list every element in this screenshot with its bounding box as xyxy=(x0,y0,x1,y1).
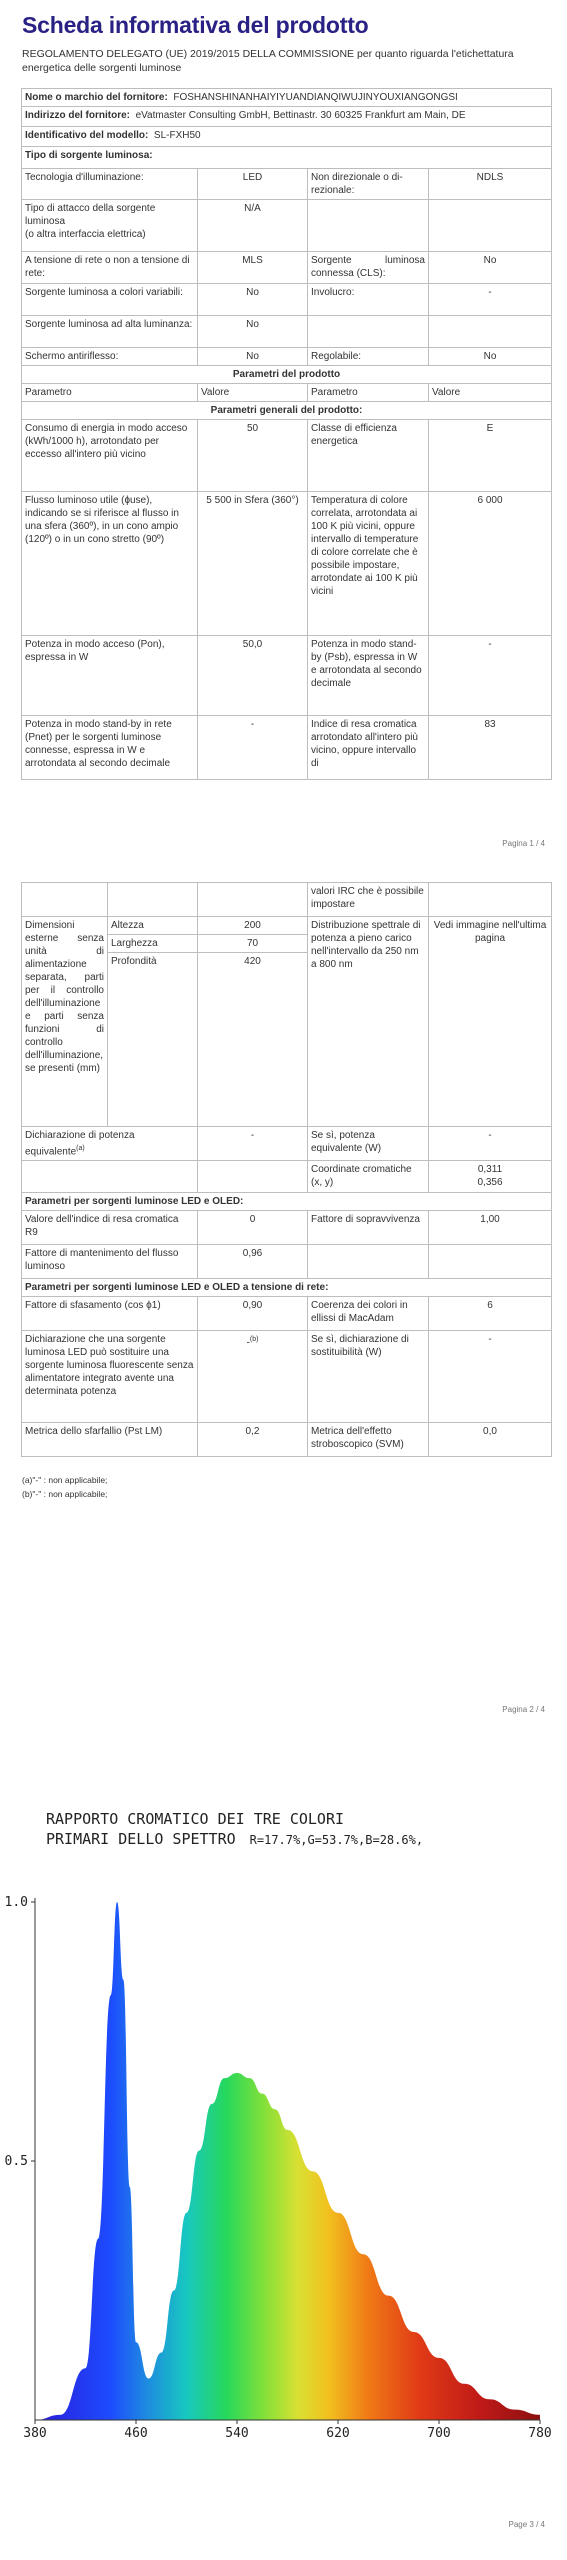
tech-value: LED xyxy=(198,169,308,200)
depth-label: Profondità xyxy=(108,953,198,1127)
x-tick-label: 540 xyxy=(225,2426,249,2441)
tech-label: Tecnologia d'illuminazione: xyxy=(22,169,198,200)
envelope-label: Involucro: xyxy=(308,284,429,316)
cap-label: Tipo di attacco della sorgente luminosa xyxy=(25,203,156,227)
x-tick-label: 620 xyxy=(326,2426,350,2441)
nondir-value: NDLS xyxy=(429,169,552,200)
replace-value: - xyxy=(246,1337,250,1349)
colour-value: No xyxy=(198,284,308,316)
cri-label-cont: valori IRC che è possibile impostare xyxy=(308,883,429,917)
dimensions-label: Dimensioni esterne senza unità di alimentazione separata, parti per il controllo dell'illuminazione e parti senza funzioni di controllo dell'illuminazione, se presenti (mm) xyxy=(22,917,108,1127)
note-b: (b)"-" : non applicabile; xyxy=(22,1489,108,1499)
glare-value: No xyxy=(198,348,308,366)
cls-value: No xyxy=(429,252,552,284)
standby-value: - xyxy=(429,636,552,716)
svm-value: 0,0 xyxy=(429,1423,552,1457)
dimmable-value: No xyxy=(429,348,552,366)
spectrum-chart xyxy=(0,1820,567,2460)
model-label: Identificativo del modello: xyxy=(25,130,149,141)
eq-power-label: Dichiarazione di potenza equivalente xyxy=(25,1130,135,1158)
cri-value: 83 xyxy=(429,716,552,780)
x-tick-label: 780 xyxy=(528,2426,552,2441)
general-params-header: Parametri generali del prodotto: xyxy=(22,402,552,420)
nondir-label: Non direzionale o di-rezionale: xyxy=(308,169,429,200)
replace-yes-value: - xyxy=(429,1331,552,1423)
pf-value: 0,90 xyxy=(198,1297,308,1331)
flicker-value: 0,2 xyxy=(198,1423,308,1457)
mains-value: MLS xyxy=(198,252,308,284)
flux-value: 5 500 in Sfera (360°) xyxy=(198,492,308,636)
col-param-1: Parametro xyxy=(22,384,198,402)
replace-label: Dichiarazione che una sorgente luminosa LED può sostituire una sorgente luminosa fluorescente senza alimentatore integrato avente una determinata potenza xyxy=(22,1331,198,1423)
depth-value: 420 xyxy=(198,953,308,1127)
high-lum-value: No xyxy=(198,316,308,348)
height-label: Altezza xyxy=(108,917,198,935)
power-label: Potenza in modo acceso (Pon), espressa in W xyxy=(22,636,198,716)
eq-power-sup: (a) xyxy=(76,1145,85,1152)
cap-value: N/A xyxy=(198,200,308,252)
col-value-1: Valore xyxy=(198,384,308,402)
chroma-y: 0,356 xyxy=(477,1177,503,1189)
chart-ratio-text: R=17.7%,G=53.7%,B=28.6%, xyxy=(249,1833,424,1847)
dimmable-label: Regolabile: xyxy=(308,348,429,366)
cap-label-2: (o altra interfaccia elettrica) xyxy=(25,229,146,240)
chart-title: RAPPORTO CROMATICO DEI TRE COLORI xyxy=(46,1810,345,1828)
standby-label: Potenza in modo stand-by (Psb), espressa in W e arrotondata al secondo decimale xyxy=(308,636,429,716)
cri-label: Indice di resa cromatica arrotondato all'intero più vicino, oppure intervallo di xyxy=(308,716,429,780)
envelope-value: - xyxy=(429,284,552,316)
chroma-x: 0,311 xyxy=(477,1164,503,1176)
supplier-table xyxy=(21,88,552,780)
eq-power-value: - xyxy=(198,1127,308,1161)
y-tick-label: 0.5 xyxy=(4,2154,28,2169)
replace-yes-label: Se sì, dichiarazione di sostituibilità (W) xyxy=(308,1331,429,1423)
r9-value: 0 xyxy=(198,1211,308,1245)
survival-value: 1,00 xyxy=(429,1211,552,1245)
cls-label: Sorgente luminosa connessa (CLS): xyxy=(308,252,429,284)
height-value: 200 xyxy=(198,917,308,935)
colour-label: Sorgente luminosa a colori variabili: xyxy=(22,284,198,316)
mains-label: A tensione di rete o non a tensione di rete: xyxy=(22,252,198,284)
eq-yes-value: - xyxy=(429,1127,552,1161)
chroma-label: Coordinate cromatiche (x, y) xyxy=(308,1161,429,1193)
params-table-continued xyxy=(21,882,552,1457)
cct-label: Temperatura di colore correlata, arrotondata ai 100 K più vicini, oppure intervallo di temperature di colore correlate che è possibile impostare, arrotondate ai 100 K più vicini xyxy=(308,492,429,636)
supplier-address-label: Indirizzo del fornitore: xyxy=(25,110,130,121)
macadam-label: Coerenza dei colori in ellissi di MacAdam xyxy=(308,1297,429,1331)
x-tick-label: 380 xyxy=(23,2426,47,2441)
source-type-label: Tipo di sorgente luminosa: xyxy=(22,147,552,169)
led-params-header: Parametri per sorgenti luminose LED e OLED: xyxy=(22,1193,552,1211)
svm-label: Metrica dell'effetto stroboscopico (SVM) xyxy=(308,1423,429,1457)
x-tick-label: 460 xyxy=(124,2426,148,2441)
page-3 xyxy=(0,1760,567,2560)
net-standby-label: Potenza in modo stand-by in rete (Pnet) per le sorgenti luminose connesse, espressa in W e arrotondata al secondo decimale xyxy=(22,716,198,780)
high-lum-label: Sorgente luminosa ad alta luminanza: xyxy=(22,316,198,348)
note-a: (a)"-" : non applicabile; xyxy=(22,1475,108,1485)
page-number-3: Page 3 / 4 xyxy=(508,2520,545,2529)
page-number-2: Pagina 2 / 4 xyxy=(502,1705,545,1714)
y-tick-label: 1.0 xyxy=(4,1895,28,1910)
params-header: Parametri del prodotto xyxy=(22,366,552,384)
col-value-2: Valore xyxy=(429,384,552,402)
power-value: 50,0 xyxy=(198,636,308,716)
x-tick-label: 700 xyxy=(427,2426,451,2441)
replace-sup: (b) xyxy=(249,1336,259,1344)
page-1 xyxy=(0,0,567,848)
spd-value: Vedi immagine nell'ultima pagina xyxy=(429,917,552,1127)
model-value: SL-FXH50 xyxy=(153,130,201,141)
col-param-2: Parametro xyxy=(308,384,429,402)
eq-yes-label: Se sì, potenza equivalente (W) xyxy=(308,1127,429,1161)
maintenance-value: 0,96 xyxy=(198,1245,308,1279)
page-2 xyxy=(0,882,567,1722)
supplier-name-label: Nome o marchio del fornitore: xyxy=(25,92,168,103)
spd-label: Distribuzione spettrale di potenza a pieno carico nell'intervallo da 250 nm a 800 nm xyxy=(308,917,429,1127)
width-value: 70 xyxy=(198,935,308,953)
maintenance-label: Fattore di mantenimento del flusso luminoso xyxy=(22,1245,198,1279)
energy-label: Consumo di energia in modo acceso (kWh/1000 h), arrotondato per eccesso all'intero più vicino xyxy=(22,420,198,492)
regulation-subtitle: REGOLAMENTO DELEGATO (UE) 2019/2015 DELLA COMMISSIONE per quanto riguarda l'etichettatura energetica delle sorgenti luminose xyxy=(22,48,514,74)
pf-label: Fattore di sfasamento (cos ϕ1) xyxy=(22,1297,198,1331)
mains-params-header: Parametri per sorgenti luminose LED e OLED a tensione di rete: xyxy=(22,1279,552,1297)
width-label: Larghezza xyxy=(108,935,198,953)
glare-label: Schermo antiriflesso: xyxy=(22,348,198,366)
net-standby-value: - xyxy=(198,716,308,780)
page-title: Scheda informativa del prodotto xyxy=(22,12,369,38)
chart-subtitle: PRIMARI DELLO SPETTRO xyxy=(46,1830,236,1848)
cct-value: 6 000 xyxy=(429,492,552,636)
survival-label: Fattore di sopravvivenza xyxy=(308,1211,429,1245)
energy-class-label: Classe di efficienza energetica xyxy=(308,420,429,492)
energy-value: 50 xyxy=(198,420,308,492)
supplier-name: FOSHANSHINANHAIYIYUANDIANQIWUJINYOUXIANGONGSI xyxy=(173,92,458,103)
macadam-value: 6 xyxy=(429,1297,552,1331)
flux-label: Flusso luminoso utile (ɸuse), indicando se si riferisce al flusso in una sfera (360º), in un cono ampio (120º) o in un cono stretto (90º) xyxy=(22,492,198,636)
flicker-label: Metrica dello sfarfallio (Pst LM) xyxy=(22,1423,198,1457)
page-number-1: Pagina 1 / 4 xyxy=(502,839,545,848)
r9-label: Valore dell'indice di resa cromatica R9 xyxy=(22,1211,198,1245)
supplier-address: eVatmaster Consulting GmbH, Bettinastr. 30 60325 Frankfurt am Main, DE xyxy=(135,110,466,121)
spectrum-area xyxy=(35,1902,540,2420)
energy-class-value: E xyxy=(429,420,552,492)
